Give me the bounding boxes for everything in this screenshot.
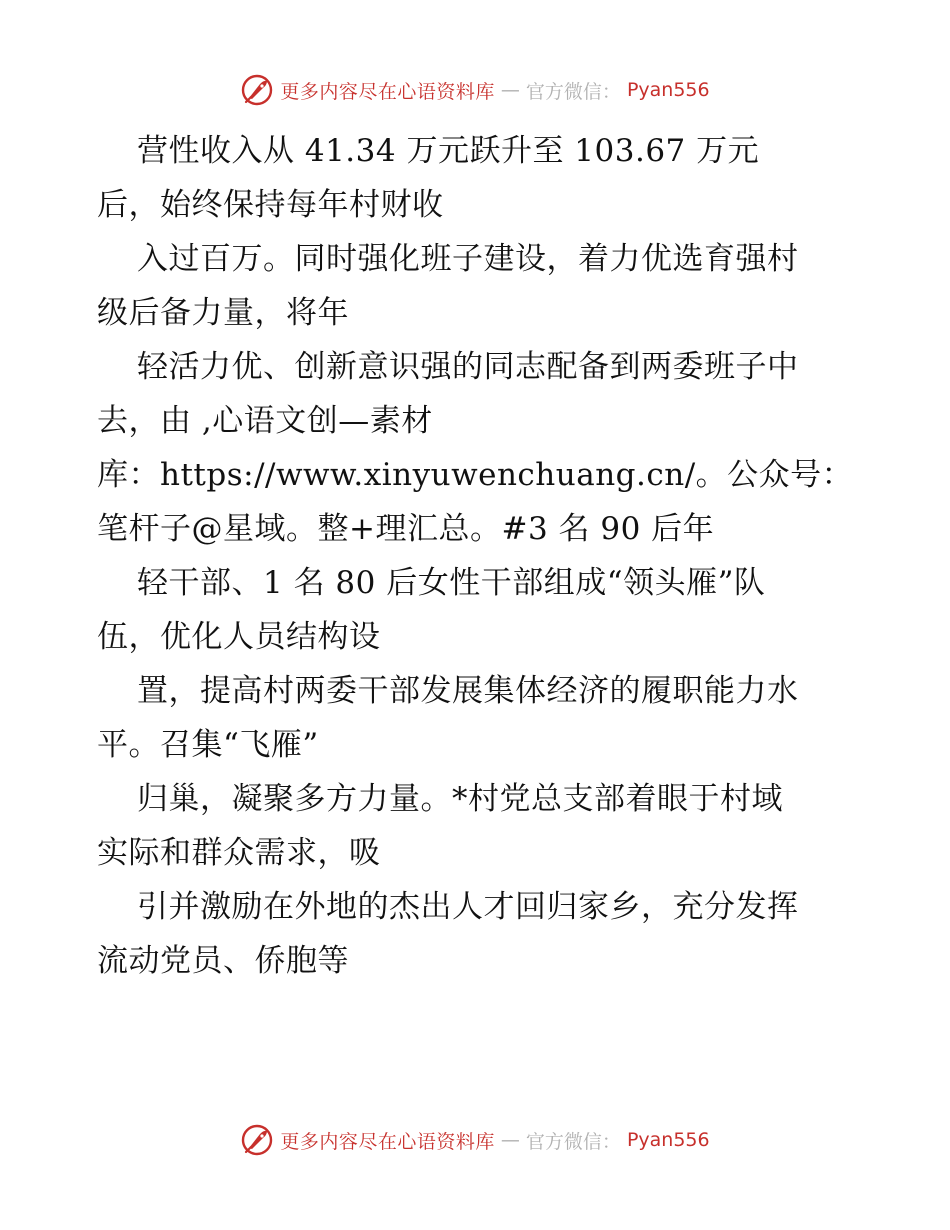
text-line: 入过百万。同时强化班子建设，着力优选育强村 xyxy=(137,241,799,277)
banner-title: 更多内容尽在心语资料库 xyxy=(280,80,495,103)
text-line: 去，由 ,心语文创—素材 xyxy=(97,403,433,439)
text-line: 平。召集“飞雁” xyxy=(97,727,319,763)
text-line: 伍，优化人员结构设 xyxy=(97,619,381,655)
quill-pen-logo-icon xyxy=(240,73,274,107)
banner-separator: — xyxy=(500,1129,520,1151)
banner-wechat-id: Pyan556 xyxy=(626,79,710,101)
text-line: 营性收入从 41.34 万元跃升至 103.67 万元 xyxy=(137,133,760,169)
text-line: 级后备力量，将年 xyxy=(97,295,349,331)
banner-separator: — xyxy=(500,79,520,101)
text-line: 轻干部、1 名 80 后女性干部组成“领头雁”队 xyxy=(137,565,766,601)
footer-banner xyxy=(0,1120,950,1160)
text-line: 后，始终保持每年村财收 xyxy=(97,187,444,223)
text-line: 实际和群众需求，吸 xyxy=(97,835,381,871)
banner-wechat-label: 官方微信： xyxy=(525,1130,621,1153)
banner-wechat-id: Pyan556 xyxy=(626,1129,710,1151)
banner-wechat-label: 官方微信： xyxy=(525,80,621,103)
text-line: 库：https://www.xinyuwenchuang.cn/。公众号： xyxy=(97,457,854,493)
body-text xyxy=(97,124,867,988)
text-line: 置，提高村两委干部发展集体经济的履职能力水 xyxy=(137,673,799,709)
text-line: 笔杆子@星域。整+理汇总。#3 名 90 后年 xyxy=(97,511,715,547)
quill-pen-logo-icon xyxy=(240,1123,274,1157)
text-line: 流动党员、侨胞等 xyxy=(97,943,349,979)
banner-title: 更多内容尽在心语资料库 xyxy=(280,1130,495,1153)
text-line: 引并激励在外地的杰出人才回归家乡，充分发挥 xyxy=(137,889,799,925)
text-line: 轻活力优、创新意识强的同志配备到两委班子中 xyxy=(137,349,799,385)
header-banner xyxy=(0,70,950,110)
text-line: 归巢，凝聚多方力量。*村党总支部着眼于村域 xyxy=(137,781,783,817)
